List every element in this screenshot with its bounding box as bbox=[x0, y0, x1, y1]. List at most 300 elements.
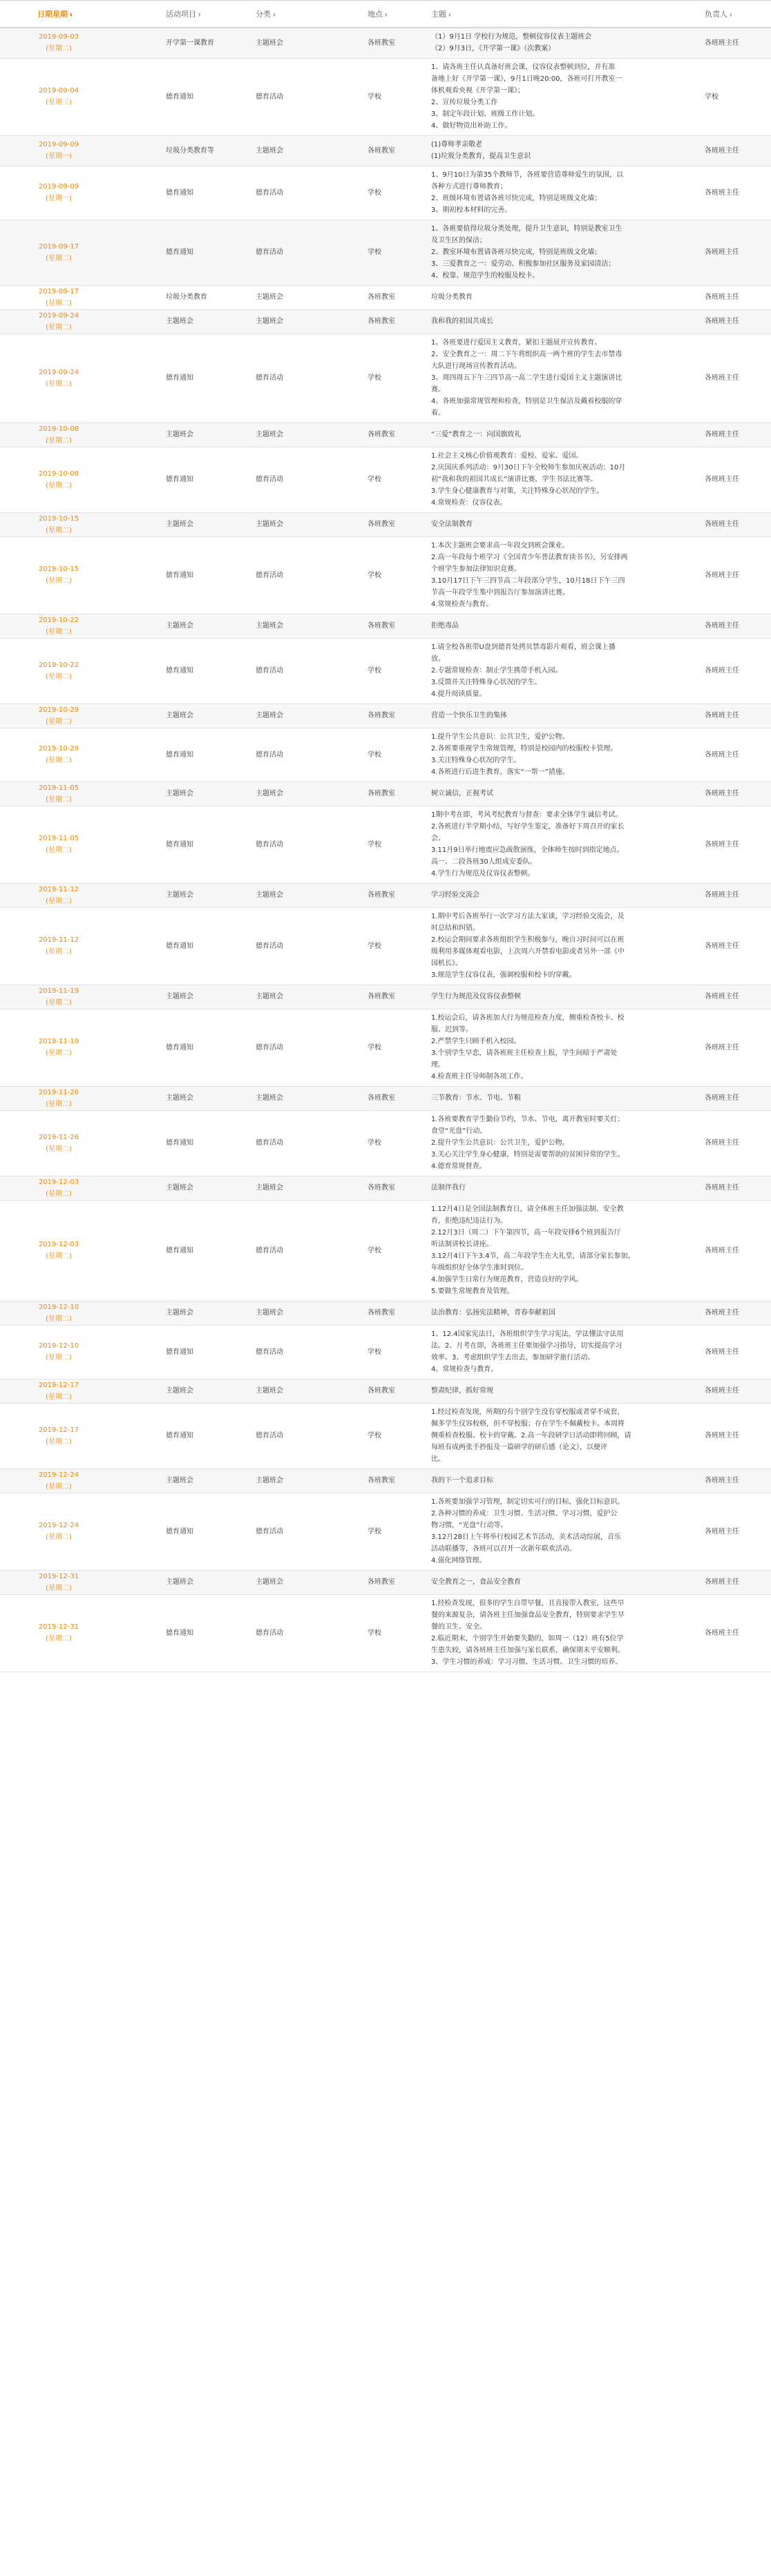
date-cell bbox=[0, 166, 117, 220]
topic-line: 每班有成两张手抄报及一篇研学的研后感（论文），以便评 bbox=[431, 1444, 607, 1451]
date-text: 2019-09-24 bbox=[38, 368, 79, 376]
weekday-text: (星期二) bbox=[46, 1190, 72, 1198]
topic-line: (1)尊师孝亲敬老 bbox=[431, 141, 483, 148]
topic-line: 我的下一个追求目标 bbox=[431, 1477, 493, 1484]
topic-line: 2、宣传垃圾分类工作 bbox=[431, 99, 498, 106]
topic-line: 会。 bbox=[431, 835, 445, 842]
date-cell bbox=[0, 1594, 117, 1672]
topic-cell bbox=[423, 447, 696, 512]
place-cell: 各班教室 bbox=[336, 985, 423, 1009]
topic-cell bbox=[423, 1301, 696, 1325]
topic-line: 食堂“光盘”行动。 bbox=[431, 1127, 487, 1135]
weekday-text: (星期二) bbox=[46, 1100, 72, 1108]
topic-line: 3、学生习惯的养成：学习习惯、生活习惯、卫生习惯的培养。 bbox=[431, 1658, 622, 1666]
topic-cell bbox=[423, 166, 696, 220]
topic-line: 法治教育：弘扬宪法精神，青春奉献祖国 bbox=[431, 1309, 555, 1317]
topic-line: 2.各种习惯的养成：卫生习惯、生活习惯、学习习惯，爱护公 bbox=[431, 1510, 618, 1518]
place-cell: 各班教室 bbox=[336, 614, 423, 638]
topic-line: 4.学生行为规范及仪容仪表整顿。 bbox=[431, 870, 535, 878]
weekday-text: (星期二) bbox=[46, 45, 72, 53]
date-column-header[interactable]: 日期星期 ⬍ bbox=[0, 1, 117, 28]
table-row bbox=[0, 28, 771, 58]
activity-cell: 德育通知 bbox=[117, 806, 227, 883]
weekday-text: (星期二) bbox=[46, 1584, 72, 1592]
owner-cell: 各班班主任 bbox=[696, 309, 771, 333]
topic-line: 效率。3、考虑组织学生去出去，参加研学旅行活动。 bbox=[431, 1354, 595, 1362]
date-text: 2019-11-19 bbox=[38, 1038, 79, 1045]
topic-line: 2、安全教育之一：周二下午将组织高一两个班的学生去市禁毒 bbox=[431, 351, 622, 358]
date-cell bbox=[0, 1379, 117, 1403]
date-text: 2019-10-15 bbox=[38, 514, 79, 523]
table-row bbox=[0, 1594, 771, 1672]
table-row bbox=[0, 1086, 771, 1110]
activity-cell: 垃圾分类教育 bbox=[117, 285, 227, 309]
category-cell: 主题班会 bbox=[227, 1469, 336, 1493]
date-text: 2019-09-17 bbox=[38, 242, 79, 251]
topic-line: 垃圾分类教育 bbox=[431, 293, 473, 301]
table-row bbox=[0, 638, 771, 704]
table-row bbox=[0, 704, 771, 728]
topic-line: 赛。 bbox=[431, 386, 445, 394]
topic-line: 3、制定年段计划、班级工作计划。 bbox=[431, 110, 540, 118]
owner-cell: 各班班主任 bbox=[696, 1086, 771, 1110]
place-cell: 学校 bbox=[336, 1493, 423, 1570]
date-text: 2019-12-31 bbox=[38, 1572, 79, 1580]
topic-cell bbox=[423, 220, 696, 285]
date-text: 2019-11-19 bbox=[38, 987, 79, 995]
category-cell: 主题班会 bbox=[227, 614, 336, 638]
topic-line: 1.请全校各班带U盘到德育处拷贝禁毒影片观看，班会课上播 bbox=[431, 643, 616, 651]
topic-line: 3.关注特殊身心状况的学生。 bbox=[431, 757, 521, 764]
topic-cell bbox=[423, 907, 696, 985]
place-cell: 学校 bbox=[336, 447, 423, 512]
category-cell: 德育活动 bbox=[227, 536, 336, 614]
activity-cell: 德育通知 bbox=[117, 1403, 227, 1469]
topic-line: 备地上好《开学第一课》，9月1日晚20:00，各班可打开教室一 bbox=[431, 75, 622, 83]
weekday-text: (星期二) bbox=[46, 1482, 72, 1491]
weekday-text: (星期二) bbox=[46, 1533, 72, 1541]
date-text: 2019-12-24 bbox=[38, 1522, 79, 1529]
topic-line: “三爱”教育之一：向国旗致礼 bbox=[431, 431, 522, 438]
topic-line: 法。2、月考在即，各班班主任要加强学习指导，切实提高学习 bbox=[431, 1342, 622, 1350]
topic-cell bbox=[423, 1403, 696, 1469]
weekday-text: (星期二) bbox=[46, 436, 72, 445]
table-row bbox=[0, 536, 771, 614]
table-row bbox=[0, 1493, 771, 1570]
owner-cell: 各班班主任 bbox=[696, 423, 771, 447]
activity-cell: 主题班会 bbox=[117, 1570, 227, 1594]
topic-cell bbox=[423, 1176, 696, 1200]
sort-icon[interactable]: ⬍ bbox=[69, 12, 73, 18]
topic-cell bbox=[423, 1469, 696, 1493]
date-text: 2019-12-10 bbox=[38, 1342, 79, 1350]
place-cell: 各班教室 bbox=[336, 1379, 423, 1403]
topic-cell bbox=[423, 883, 696, 907]
weekday-text: (星期二) bbox=[46, 526, 72, 534]
weekday-text: (星期二) bbox=[46, 323, 72, 331]
topic-cell bbox=[423, 638, 696, 704]
activity-cell: 主题班会 bbox=[117, 423, 227, 447]
owner-cell: 各班班主任 bbox=[696, 447, 771, 512]
date-text: 2019-09-24 bbox=[38, 311, 79, 320]
table-row bbox=[0, 1469, 771, 1493]
topic-line: 3.个别学生早恋，请各班班主任检查上报，学生间暗于严肃处 bbox=[431, 1049, 618, 1057]
topic-line: 三节教育：节水、节电、节粮 bbox=[431, 1094, 521, 1102]
table-row bbox=[0, 423, 771, 447]
topic-cell bbox=[423, 536, 696, 614]
weekday-text: (星期二) bbox=[46, 481, 72, 490]
topic-line: 时总结和纠错。 bbox=[431, 924, 479, 932]
topic-line: 3.11月9日举行地震应急疏散演练，全体师生按时到指定地点。 bbox=[431, 846, 624, 854]
topic-line: 1、12.4国家宪法日，各班组织学生学习宪法，学法懂法守法用 bbox=[431, 1330, 624, 1338]
topic-line: 学习经验交流会 bbox=[431, 891, 479, 899]
date-cell bbox=[0, 1110, 117, 1176]
date-cell bbox=[0, 512, 117, 536]
topic-line: 初“我和我的祖国共成长”演讲比赛，学生书法比赛等。 bbox=[431, 476, 598, 483]
topic-line: 学生行为规范及仪容仪表整顿 bbox=[431, 993, 521, 1000]
table-body bbox=[0, 28, 771, 1672]
topic-line: 1、请各班主任认真备好班会课，仪容仪表整顿到位，并有准 bbox=[431, 64, 616, 71]
topic-cell bbox=[423, 1379, 696, 1403]
activity-cell: 德育通知 bbox=[117, 1493, 227, 1570]
place-cell: 各班教室 bbox=[336, 1301, 423, 1325]
date-cell bbox=[0, 907, 117, 985]
place-cell: 学校 bbox=[336, 907, 423, 985]
weekday-text: (星期二) bbox=[46, 577, 72, 585]
category-cell: 德育活动 bbox=[227, 638, 336, 704]
category-column-header[interactable]: 分类 ⬍ bbox=[227, 1, 336, 28]
topic-line: 4.加强学生日常行为规范教育，营造良好的学风。 bbox=[431, 1276, 583, 1284]
topic-cell bbox=[423, 728, 696, 782]
topic-line: 1.期中考后各班举行一次学习方法大家谈，学习经验交流会，及 bbox=[431, 913, 625, 920]
weekday-text: (星期二) bbox=[46, 948, 72, 956]
topic-line: 1.经过检查发现，所期的有个别学生没有穿校服或者穿不成套， bbox=[431, 1408, 625, 1416]
weekday-text: (星期一) bbox=[46, 195, 72, 202]
topic-line: 理。 bbox=[431, 1061, 445, 1069]
topic-line: 侧重检查校服、校卡的穿戴。2.高一年段研学日活动即将回顾，请 bbox=[431, 1432, 631, 1440]
weekday-text: (星期二) bbox=[46, 1049, 72, 1057]
weekday-text: (星期三) bbox=[46, 99, 72, 106]
date-cell bbox=[0, 1403, 117, 1469]
topic-line: 2.校运会期间要求各班组织学生积极参与，晚自习时间可以在班 bbox=[431, 936, 625, 944]
category-cell: 德育活动 bbox=[227, 220, 336, 285]
place-cell: 学校 bbox=[336, 1403, 423, 1469]
topic-column-header[interactable]: 主题 ⬍ bbox=[423, 1, 696, 28]
header-row bbox=[0, 1, 771, 28]
topic-line: 安全法制教育 bbox=[431, 521, 473, 528]
table-row bbox=[0, 309, 771, 333]
owner-cell: 各班班主任 bbox=[696, 1009, 771, 1086]
topic-line: (1)垃圾分类教育，提高卫生意识 bbox=[431, 153, 531, 160]
date-cell bbox=[0, 58, 117, 135]
activity-cell: 德育通知 bbox=[117, 1009, 227, 1086]
date-cell bbox=[0, 782, 117, 806]
activity-cell: 主题班会 bbox=[117, 1301, 227, 1325]
owner-cell: 各班班主任 bbox=[696, 512, 771, 536]
topic-line: 1.提升学生公共意识：公共卫生，爱护公物。 bbox=[431, 733, 569, 741]
weekday-text: (星期二) bbox=[46, 1315, 72, 1323]
topic-line: 3.10月17日下午三四节高二年段部分学生，10月18日下午三四 bbox=[431, 577, 625, 585]
topic-line: 4.各班进行后进生教育，落实“一帮一”措施。 bbox=[431, 768, 569, 776]
category-cell: 主题班会 bbox=[227, 1301, 336, 1325]
owner-cell: 各班班主任 bbox=[696, 806, 771, 883]
topic-line: 比。 bbox=[431, 1455, 445, 1463]
date-cell bbox=[0, 1176, 117, 1200]
weekday-text: (星期二) bbox=[46, 672, 72, 681]
owner-cell: 各班班主任 bbox=[696, 985, 771, 1009]
owner-cell: 各班班主任 bbox=[696, 614, 771, 638]
table-row bbox=[0, 1009, 771, 1086]
topic-line: 2.12月3日（周二）下午第四节，高一年段安排6个班到报告厅 bbox=[431, 1229, 621, 1237]
category-cell: 德育活动 bbox=[227, 1403, 336, 1469]
topic-cell bbox=[423, 1200, 696, 1301]
category-cell: 主题班会 bbox=[227, 135, 336, 166]
topic-line: 1.本次主题班会要求高一年段交到班会课业。 bbox=[431, 542, 569, 550]
place-cell: 各班教室 bbox=[336, 135, 423, 166]
place-column-header[interactable]: 地点 ⬍ bbox=[336, 1, 423, 28]
activity-cell: 主题班会 bbox=[117, 1176, 227, 1200]
date-cell bbox=[0, 1325, 117, 1379]
owner-cell: 各班班主任 bbox=[696, 704, 771, 728]
category-cell: 主题班会 bbox=[227, 1176, 336, 1200]
date-text: 2019-10-22 bbox=[38, 616, 79, 624]
place-cell: 学校 bbox=[336, 536, 423, 614]
topic-line: 4.常规检查与教育。 bbox=[431, 601, 493, 608]
topic-line: 3.学生身心健康教育与对策，关注特殊身心状况的学生。 bbox=[431, 487, 604, 495]
topic-line: 1.各班要加强学习管理，制定切实可行的目标，强化目标意识。 bbox=[431, 1498, 625, 1506]
date-text: 2019-11-12 bbox=[38, 936, 79, 944]
category-cell: 主题班会 bbox=[227, 1379, 336, 1403]
category-cell: 主题班会 bbox=[227, 782, 336, 806]
activity-cell: 主题班会 bbox=[117, 883, 227, 907]
place-cell: 学校 bbox=[336, 1110, 423, 1176]
topic-cell bbox=[423, 704, 696, 728]
owner-cell: 各班班主任 bbox=[696, 166, 771, 220]
sort-icon[interactable]: ⬍ bbox=[729, 12, 733, 18]
category-cell: 德育活动 bbox=[227, 58, 336, 135]
weekday-text: (星期二) bbox=[46, 1635, 72, 1643]
sort-icon[interactable]: ⬍ bbox=[272, 12, 276, 18]
date-cell bbox=[0, 135, 117, 166]
activity-cell: 德育通知 bbox=[117, 333, 227, 423]
date-text: 2019-12-10 bbox=[38, 1303, 79, 1311]
activity-cell: 主题班会 bbox=[117, 985, 227, 1009]
table-row bbox=[0, 166, 771, 220]
weekday-text: (星期二) bbox=[46, 1437, 72, 1446]
category-cell: 主题班会 bbox=[227, 28, 336, 58]
owner-cell: 各班班主任 bbox=[696, 536, 771, 614]
category-cell: 德育活动 bbox=[227, 806, 336, 883]
topic-line: 年级组织好全体学生准时到位。 bbox=[431, 1264, 528, 1272]
topic-line: 级利用多媒体观看电影，上次周六开禁看电影或者另外一部《中 bbox=[431, 948, 625, 956]
topic-line: 1、各班要进行爱国主义教育，紧扣主题展开宣传教育。 bbox=[431, 339, 602, 347]
topic-cell bbox=[423, 285, 696, 309]
topic-line: 1、9月10日为第35个教师节，各班要营造尊师爱生的氛围，以 bbox=[431, 171, 624, 179]
topic-line: 3、期初校本材料的完善。 bbox=[431, 206, 512, 214]
topic-line: 5.要做生常规教育及管理。 bbox=[431, 1288, 514, 1295]
topic-line: 法制伴我行 bbox=[431, 1184, 466, 1192]
date-text: 2019-10-08 bbox=[38, 425, 79, 433]
owner-column-header[interactable]: 负责人 ⬍ bbox=[696, 1, 771, 28]
place-cell: 学校 bbox=[336, 728, 423, 782]
topic-line: 2.各班要重视学生常规管理，特别是校园内的校服校卡管理。 bbox=[431, 745, 618, 753]
place-cell: 各班教室 bbox=[336, 704, 423, 728]
activity-cell: 主题班会 bbox=[117, 1469, 227, 1493]
topic-line: 佩多学生仪容校格，但不穿校服；存在学生不佩戴校卡。本周将 bbox=[431, 1420, 625, 1428]
date-text: 2019-09-09 bbox=[38, 141, 79, 148]
activity-cell: 主题班会 bbox=[117, 704, 227, 728]
topic-line: 拒绝毒品 bbox=[431, 622, 459, 630]
date-cell bbox=[0, 985, 117, 1009]
date-cell bbox=[0, 1086, 117, 1110]
date-text: 2019-09-04 bbox=[38, 87, 79, 95]
table-row bbox=[0, 220, 771, 285]
owner-cell: 各班班主任 bbox=[696, 135, 771, 166]
date-cell bbox=[0, 1200, 117, 1301]
place-cell: 各班教室 bbox=[336, 1176, 423, 1200]
place-cell: 各班教室 bbox=[336, 1469, 423, 1493]
activity-cell: 德育通知 bbox=[117, 638, 227, 704]
activity-column-header[interactable]: 活动项目 ⬍ bbox=[117, 1, 227, 28]
category-cell: 主题班会 bbox=[227, 309, 336, 333]
topic-line: 1.各班要教育学生勤俭节约，节水、节电，离开教室时要关灯； bbox=[431, 1116, 625, 1123]
activity-cell: 德育通知 bbox=[117, 1594, 227, 1672]
topic-line: 1.校运会后，请各班加大行为规范检查力度，侧重检查校卡、校 bbox=[431, 1014, 625, 1022]
place-cell: 学校 bbox=[336, 1594, 423, 1672]
owner-cell: 各班班主任 bbox=[696, 782, 771, 806]
category-cell: 主题班会 bbox=[227, 512, 336, 536]
activity-cell: 德育通知 bbox=[117, 220, 227, 285]
topic-cell bbox=[423, 135, 696, 166]
weekday-text: (星期二) bbox=[46, 998, 72, 1007]
topic-cell bbox=[423, 1594, 696, 1672]
date-cell bbox=[0, 728, 117, 782]
weekday-text: (星期二) bbox=[46, 1252, 72, 1260]
category-cell: 主题班会 bbox=[227, 883, 336, 907]
table-row bbox=[0, 1110, 771, 1176]
date-cell bbox=[0, 285, 117, 309]
date-cell bbox=[0, 1493, 117, 1570]
topic-line: 2、班级环境布置请各班尽快完成，特别是班级文化墙； bbox=[431, 195, 602, 202]
owner-cell: 各班班主任 bbox=[696, 1570, 771, 1594]
activity-cell: 主题班会 bbox=[117, 309, 227, 333]
date-text: 2019-10-29 bbox=[38, 745, 79, 753]
table-row bbox=[0, 985, 771, 1009]
sort-icon[interactable]: ⬍ bbox=[384, 12, 388, 18]
place-cell: 学校 bbox=[336, 333, 423, 423]
category-cell: 主题班会 bbox=[227, 1086, 336, 1110]
place-cell: 各班教室 bbox=[336, 883, 423, 907]
topic-line: 1、各班要值得垃圾分类处理，提升卫生意识，特别是教室卫生 bbox=[431, 225, 622, 233]
sort-icon[interactable]: ⬍ bbox=[198, 12, 202, 18]
owner-cell: 各班班主任 bbox=[696, 883, 771, 907]
date-cell bbox=[0, 220, 117, 285]
topic-cell bbox=[423, 309, 696, 333]
weekday-text: (星期二) bbox=[46, 380, 72, 388]
table-row bbox=[0, 782, 771, 806]
owner-cell: 各班班主任 bbox=[696, 1301, 771, 1325]
topic-line: 及卫生区的保洁； bbox=[431, 237, 486, 244]
weekday-text: (星期二) bbox=[46, 1393, 72, 1401]
date-cell bbox=[0, 1301, 117, 1325]
table-row bbox=[0, 1570, 771, 1594]
topic-line: 1.社会主义核心价值观教育：爱校、爱家、爱国。 bbox=[431, 452, 583, 460]
topic-line: 3、周四周五下午三四节高一高二学生进行爱国主义主题演讲比 bbox=[431, 374, 622, 382]
topic-line: 4、常规检查与教育。 bbox=[431, 1366, 498, 1373]
activity-cell: 开学第一课教育 bbox=[117, 28, 227, 58]
topic-cell bbox=[423, 614, 696, 638]
owner-cell: 各班班主任 bbox=[696, 1110, 771, 1176]
weekday-text: (星期二) bbox=[46, 757, 72, 764]
topic-line: 4.检查班主任导师制各项工作。 bbox=[431, 1073, 528, 1081]
topic-line: 着。 bbox=[431, 409, 445, 417]
date-text: 2019-12-17 bbox=[38, 1426, 79, 1434]
weekday-text: (星期二) bbox=[46, 254, 72, 262]
category-cell: 德育活动 bbox=[227, 1325, 336, 1379]
sort-icon[interactable]: ⬍ bbox=[448, 12, 452, 18]
topic-line: 3.反馈并关注特殊身心状况的学生。 bbox=[431, 679, 542, 686]
place-cell: 学校 bbox=[336, 638, 423, 704]
category-cell: 德育活动 bbox=[227, 447, 336, 512]
weekday-text: (星期二) bbox=[46, 299, 72, 307]
date-cell bbox=[0, 536, 117, 614]
owner-cell: 各班班主任 bbox=[696, 1325, 771, 1379]
date-text: 2019-12-03 bbox=[38, 1241, 79, 1248]
weekday-text: (星期二) bbox=[46, 897, 72, 905]
topic-line: 2.高一年段每个班学习《全国青少年普法教育读书书》，另安排两 bbox=[431, 554, 628, 561]
date-text: 2019-11-26 bbox=[38, 1088, 79, 1096]
activity-cell: 德育通知 bbox=[117, 1110, 227, 1176]
owner-cell: 学校 bbox=[696, 58, 771, 135]
topic-line: 营造一个快乐卫生的集体 bbox=[431, 712, 507, 719]
date-cell bbox=[0, 309, 117, 333]
category-cell: 德育活动 bbox=[227, 1009, 336, 1086]
table-row bbox=[0, 58, 771, 135]
owner-cell: 各班班主任 bbox=[696, 638, 771, 704]
topic-line: 3.关心关注学生身心健康，特别是需要帮助的贫困异常的学生。 bbox=[431, 1151, 625, 1159]
table-row bbox=[0, 1403, 771, 1469]
topic-line: 4、做好物资出补助工作。 bbox=[431, 122, 512, 130]
table-row bbox=[0, 806, 771, 883]
topic-line: 1.12月4日是全国法制教育日，请全体班主任加强法制、安全教 bbox=[431, 1205, 624, 1213]
category-cell: 德育活动 bbox=[227, 1200, 336, 1301]
place-cell: 各班教室 bbox=[336, 309, 423, 333]
topic-cell bbox=[423, 1086, 696, 1110]
place-cell: 学校 bbox=[336, 58, 423, 135]
category-cell: 德育活动 bbox=[227, 907, 336, 985]
topic-cell bbox=[423, 1493, 696, 1570]
topic-line: 4.提升阅读质量。 bbox=[431, 690, 486, 698]
topic-line: 听法制讲校长讲座。 bbox=[431, 1241, 493, 1248]
date-text: 2019-09-03 bbox=[38, 33, 79, 41]
topic-line: 活动联播等，各班可以召开一次新年联欢活动。 bbox=[431, 1545, 576, 1553]
table-row bbox=[0, 883, 771, 907]
place-cell: 各班教室 bbox=[336, 782, 423, 806]
owner-cell: 各班班主任 bbox=[696, 220, 771, 285]
topic-line: 2.专题常规检查：制止学生携带手机入园。 bbox=[431, 667, 562, 675]
activity-cell: 德育通知 bbox=[117, 166, 227, 220]
topic-line: 体机观看央视《开学第一课》； bbox=[431, 87, 524, 95]
topic-line: 高一、二段各班30人组成安委队。 bbox=[431, 858, 537, 866]
topic-line: 4.德育常规督查。 bbox=[431, 1163, 486, 1170]
category-cell: 德育活动 bbox=[227, 728, 336, 782]
place-cell: 学校 bbox=[336, 1325, 423, 1379]
table-row bbox=[0, 1379, 771, 1403]
date-text: 2019-12-17 bbox=[38, 1381, 79, 1389]
table-row bbox=[0, 285, 771, 309]
place-cell: 各班教室 bbox=[336, 28, 423, 58]
owner-cell: 各班班主任 bbox=[696, 1469, 771, 1493]
